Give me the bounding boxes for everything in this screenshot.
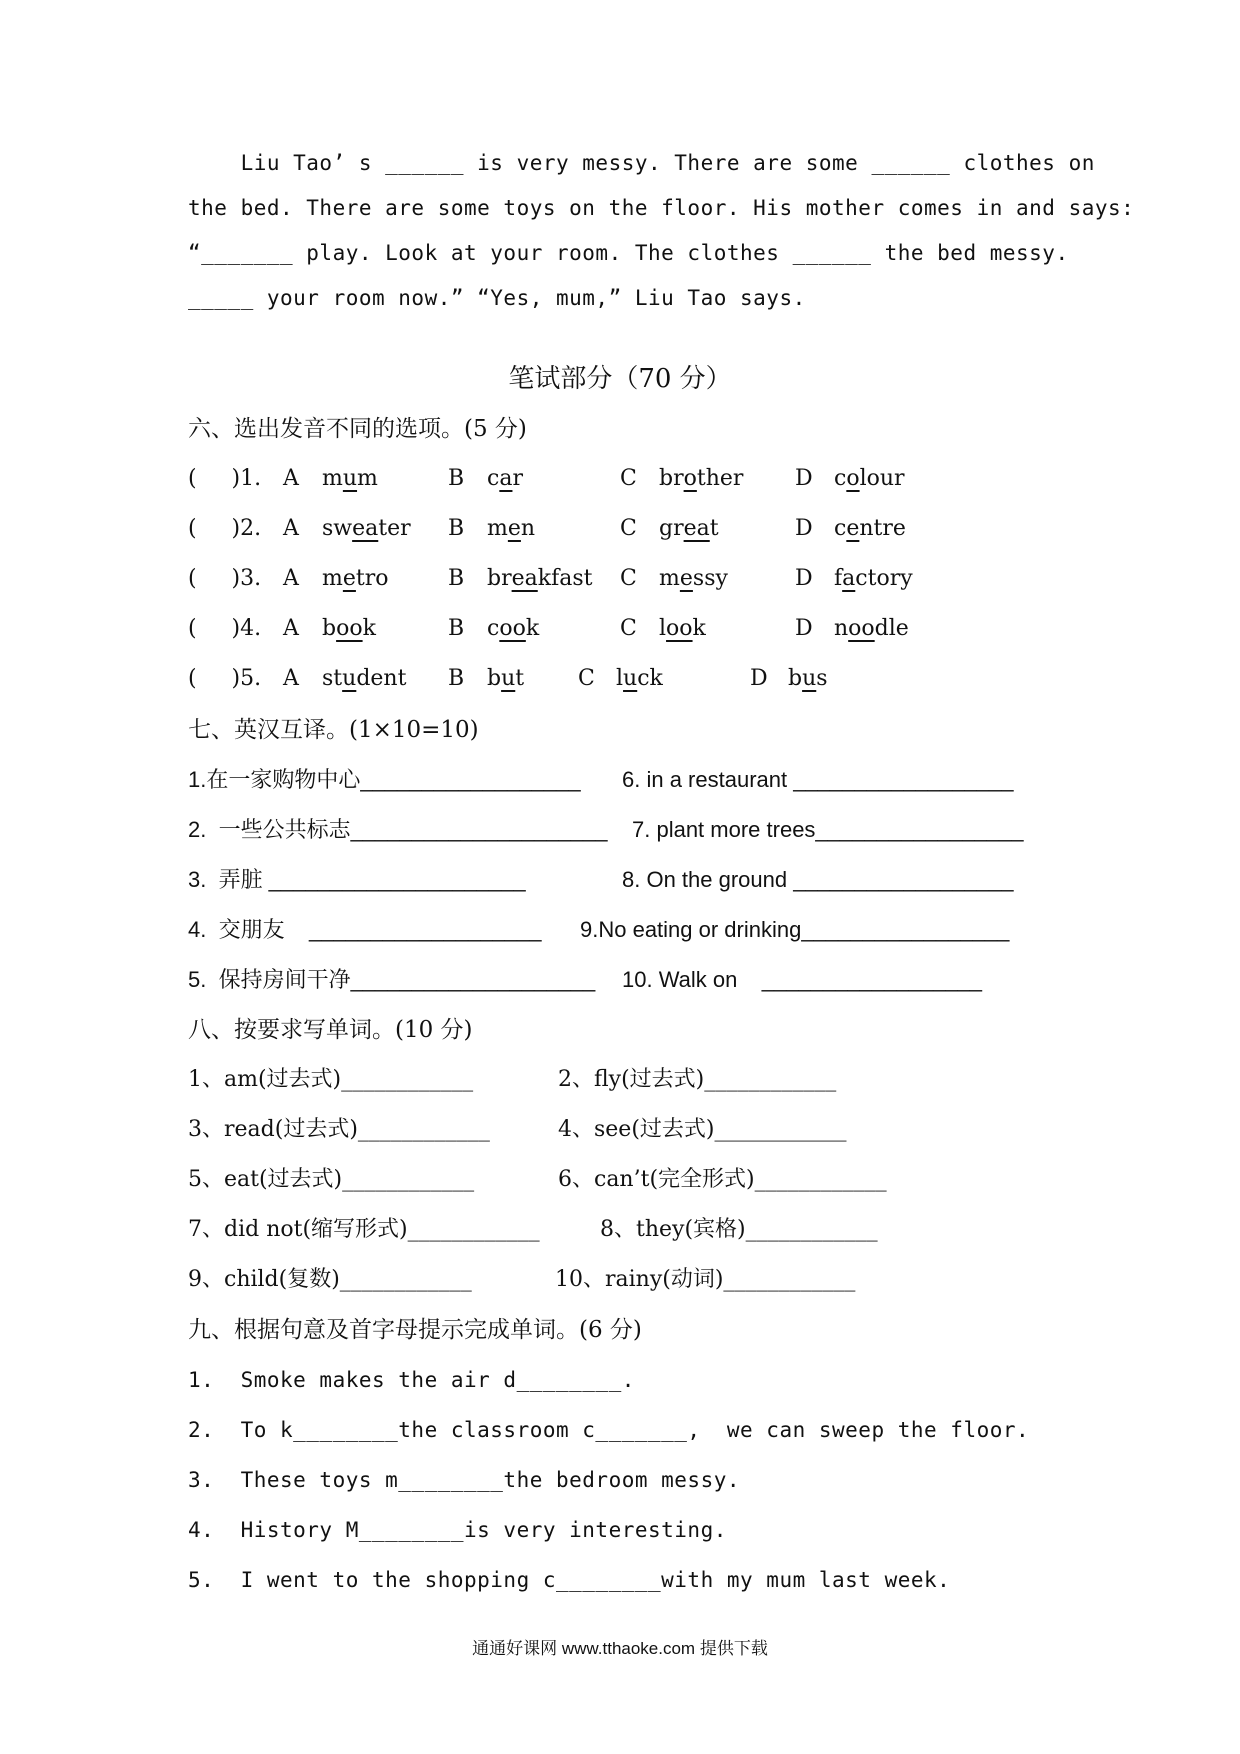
- option-word: [487, 463, 523, 495]
- underlined-sound: u: [802, 666, 817, 691]
- option-letter: C: [620, 566, 637, 591]
- word-part: c: [834, 466, 847, 491]
- underlined-sound: ea: [511, 566, 538, 591]
- word-item-5: 5、eat(过去式)____________: [188, 1167, 475, 1192]
- option-word: [659, 463, 743, 495]
- underlined-sound: o: [683, 466, 697, 491]
- underlined-sound: oo: [848, 616, 875, 641]
- underlined-sound: u: [623, 666, 638, 691]
- word-part: m: [487, 516, 508, 541]
- option-word: [834, 563, 913, 595]
- option-letter: B: [448, 516, 465, 541]
- item-number: ( )1.: [188, 466, 262, 491]
- word-part: k: [362, 616, 376, 641]
- word-part: ther: [696, 466, 744, 491]
- word-item-1: 1、am(过去式)____________: [188, 1067, 474, 1092]
- option-word: [322, 563, 389, 595]
- word-item-3: 3、read(过去式)____________: [188, 1117, 490, 1142]
- underlined-sound: u: [342, 466, 358, 491]
- word-part: k: [692, 616, 706, 641]
- word-part: n: [834, 616, 849, 641]
- translate-item-7: 7. plant more trees_________________: [632, 817, 1024, 842]
- option-word: [659, 613, 706, 645]
- underlined-sound: u: [342, 666, 357, 691]
- word-part: ter: [378, 516, 411, 541]
- word-item-10: 10、rainy(动词)____________: [555, 1267, 856, 1292]
- word-part: lour: [859, 466, 905, 491]
- word-part: kfast: [537, 566, 593, 591]
- word-part: c: [834, 516, 847, 541]
- passage-line-3: “_______ play. Look at your room. The clothes ______ the bed messy.: [188, 241, 1069, 265]
- item-number: ( )2.: [188, 516, 262, 541]
- word-part: f: [834, 566, 843, 591]
- word-part: l: [616, 666, 624, 691]
- option-letter: C: [620, 616, 637, 641]
- word-part: n: [520, 516, 536, 541]
- passage-line-1: Liu Tao’ s ______ is very messy. There are some ______ clothes on: [188, 151, 1095, 175]
- option-word: [322, 463, 378, 495]
- word-part: m: [357, 466, 378, 491]
- pronunciation-item: [0, 663, 900, 695]
- word-part: b: [487, 666, 502, 691]
- option-word: [834, 463, 905, 495]
- option-letter: D: [795, 466, 813, 491]
- translate-item-6: 6. in a restaurant __________________: [622, 767, 1014, 792]
- word-part: gr: [659, 516, 684, 541]
- word-item-4: 4、see(过去式)____________: [558, 1117, 847, 1142]
- translate-item-1: 1.在一家购物中心__________________: [188, 767, 581, 792]
- underlined-sound: oo: [336, 616, 363, 641]
- item-number: ( )5.: [188, 666, 262, 691]
- option-letter: A: [283, 516, 299, 541]
- passage-line-4: _____ your room now.” “Yes, mum,” Liu Tao says.: [188, 286, 806, 310]
- word-part: ck: [637, 666, 663, 691]
- translate-item-3: 3. 弄脏 _____________________: [188, 867, 526, 892]
- option-letter: B: [448, 466, 465, 491]
- translate-item-10: 10. Walk on __________________: [622, 967, 983, 992]
- fill-item-2: 2. To k________the classroom c_______, we can sweep the floor.: [188, 1418, 1030, 1442]
- underlined-sound: oo: [666, 616, 693, 641]
- option-word: [834, 613, 909, 645]
- option-letter: B: [448, 566, 465, 591]
- section6-title: 六、选出发音不同的选项。(5 分): [188, 416, 527, 442]
- option-letter: D: [750, 666, 768, 691]
- option-word: [659, 513, 719, 545]
- underlined-sound: e: [342, 566, 356, 591]
- underlined-sound: ea: [683, 516, 710, 541]
- word-part: c: [487, 616, 500, 641]
- word-part: tro: [355, 566, 389, 591]
- option-word: [616, 663, 663, 695]
- option-word: [322, 663, 406, 695]
- underlined-sound: a: [499, 466, 513, 491]
- word-part: t: [515, 666, 525, 691]
- underlined-sound: e: [507, 516, 521, 541]
- written-section-title: 笔试部分（70 分）: [508, 364, 732, 394]
- word-part: ntre: [859, 516, 906, 541]
- underlined-sound: oo: [499, 616, 526, 641]
- word-part: ctory: [855, 566, 913, 591]
- option-letter: D: [795, 516, 813, 541]
- word-part: b: [322, 616, 337, 641]
- fill-item-3: 3. These toys m________the bedroom messy.: [188, 1468, 741, 1492]
- option-letter: C: [620, 516, 637, 541]
- translate-item-8: 8. On the ground __________________: [622, 867, 1014, 892]
- option-letter: A: [283, 566, 299, 591]
- word-item-8: 8、they(宾格)____________: [600, 1217, 878, 1242]
- option-letter: B: [448, 666, 465, 691]
- word-part: b: [788, 666, 803, 691]
- word-part: dle: [874, 616, 909, 641]
- option-letter: B: [448, 616, 465, 641]
- fill-item-4: 4. History M________is very interesting.: [188, 1518, 727, 1542]
- option-letter: D: [795, 616, 813, 641]
- footer-credit: 通通好课网 www.tthaoke.com 提供下载: [472, 1639, 768, 1658]
- word-item-6: 6、can’t(完全形式)____________: [558, 1167, 887, 1192]
- word-part: sw: [322, 516, 353, 541]
- section9-title: 九、根据句意及首字母提示完成单词。(6 分): [188, 1317, 642, 1343]
- word-item-7: 7、did not(缩写形式)____________: [188, 1217, 540, 1242]
- word-part: l: [659, 616, 667, 641]
- option-word: [487, 563, 592, 595]
- word-part: st: [322, 666, 343, 691]
- translate-item-5: 5. 保持房间干净____________________: [188, 967, 596, 992]
- translate-item-2: 2. 一些公共标志_____________________: [188, 817, 608, 842]
- item-number: ( )3.: [188, 566, 262, 591]
- option-letter: C: [620, 466, 637, 491]
- option-word: [659, 563, 728, 595]
- word-part: br: [487, 566, 512, 591]
- word-item-9: 9、child(复数)____________: [188, 1267, 472, 1292]
- section7-title: 七、英汉互译。(1×10=10): [188, 717, 479, 743]
- option-word: [487, 513, 535, 545]
- word-part: t: [709, 516, 719, 541]
- option-word: [487, 613, 539, 645]
- word-part: m: [322, 566, 343, 591]
- option-letter: D: [795, 566, 813, 591]
- option-word: [322, 613, 376, 645]
- option-letter: A: [283, 466, 299, 491]
- option-word: [788, 663, 828, 695]
- section8-title: 八、按要求写单词。(10 分): [188, 1017, 473, 1043]
- word-part: s: [816, 666, 828, 691]
- option-word: [487, 663, 524, 695]
- underlined-sound: e: [679, 566, 693, 591]
- word-part: dent: [356, 666, 407, 691]
- word-part: r: [512, 466, 523, 491]
- word-part: ssy: [692, 566, 728, 591]
- underlined-sound: o: [846, 466, 860, 491]
- underlined-sound: ea: [352, 516, 379, 541]
- translate-item-4: 4. 交朋友 ___________________: [188, 917, 542, 942]
- word-part: br: [659, 466, 684, 491]
- pronunciation-item: [0, 463, 905, 495]
- word-item-2: 2、fly(过去式)____________: [558, 1067, 837, 1092]
- option-letter: A: [283, 616, 299, 641]
- fill-item-5: 5. I went to the shopping c________with my mum last week.: [188, 1568, 951, 1592]
- translate-item-9: 9.No eating or drinking_________________: [580, 917, 1010, 942]
- option-letter: A: [283, 666, 299, 691]
- passage-line-2: the bed. There are some toys on the floor. His mother comes in and says:: [188, 196, 1135, 220]
- word-part: m: [322, 466, 343, 491]
- pronunciation-item: [0, 613, 909, 645]
- underlined-sound: e: [846, 516, 860, 541]
- underlined-sound: u: [501, 666, 516, 691]
- pronunciation-item: [0, 513, 906, 545]
- word-part: m: [659, 566, 680, 591]
- underlined-sound: a: [842, 566, 856, 591]
- option-letter: C: [578, 666, 595, 691]
- pronunciation-item: [0, 563, 913, 595]
- word-part: c: [487, 466, 500, 491]
- fill-item-1: 1. Smoke makes the air d________.: [188, 1368, 635, 1392]
- option-word: [834, 513, 906, 545]
- option-word: [322, 513, 411, 545]
- item-number: ( )4.: [188, 616, 262, 641]
- word-part: k: [525, 616, 540, 641]
